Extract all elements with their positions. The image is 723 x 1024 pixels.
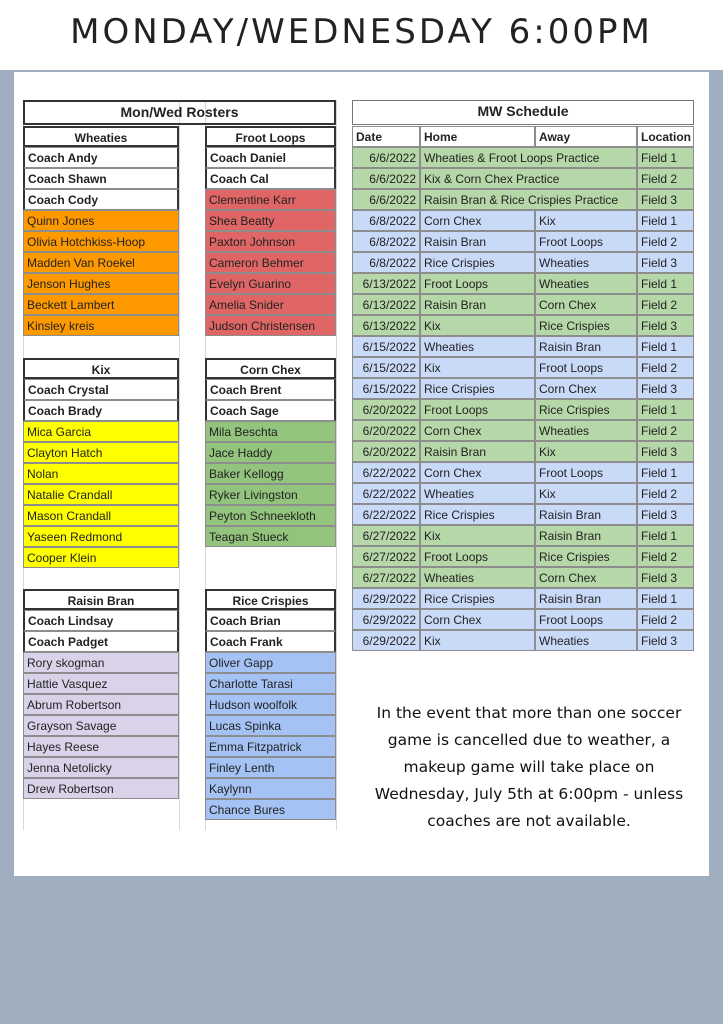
schedule-home: Wheaties [420,567,535,588]
player-name: Mila Beschta [205,421,336,442]
roster-title: Mon/Wed Rosters [23,100,336,125]
schedule-panel [14,72,709,876]
schedule-date: 6/8/2022 [352,210,420,231]
team-header: Wheaties [23,126,179,147]
player-name: Abrum Robertson [23,694,179,715]
player-name: Clayton Hatch [23,442,179,463]
schedule-home: Raisin Bran & Rice Crispies Practice [420,189,637,210]
schedule-date: 6/6/2022 [352,147,420,168]
player-name: Mica Garcia [23,421,179,442]
schedule-away: Wheaties [535,420,637,441]
schedule-away: Raisin Bran [535,504,637,525]
player-name: Chance Bures [205,799,336,820]
schedule-home: Rice Crispies [420,378,535,399]
schedule-location: Field 3 [637,378,694,399]
schedule-location: Field 3 [637,567,694,588]
schedule-date: 6/20/2022 [352,420,420,441]
schedule-date: 6/8/2022 [352,252,420,273]
player-name: Amelia Snider [205,294,336,315]
schedule-home: Froot Loops [420,273,535,294]
schedule-away: Wheaties [535,630,637,651]
schedule-location: Field 2 [637,231,694,252]
schedule-date: 6/8/2022 [352,231,420,252]
player-name: Yaseen Redmond [23,526,179,547]
schedule-away: Wheaties [535,273,637,294]
schedule-away: Raisin Bran [535,588,637,609]
coach-name: Coach Cal [205,168,336,189]
player-name: Rory skogman [23,652,179,673]
schedule-date: 6/27/2022 [352,525,420,546]
schedule-home: Raisin Bran [420,441,535,462]
schedule-away: Corn Chex [535,567,637,588]
team-header: Raisin Bran [23,589,179,610]
schedule-date: 6/20/2022 [352,399,420,420]
schedule-date: 6/15/2022 [352,378,420,399]
schedule-home: Wheaties & Froot Loops Practice [420,147,637,168]
schedule-date: 6/27/2022 [352,546,420,567]
player-name: Kinsley kreis [23,315,179,336]
schedule-home: Kix [420,630,535,651]
player-name: Peyton Schneekloth [205,505,336,526]
schedule-location: Field 3 [637,315,694,336]
schedule-date: 6/22/2022 [352,483,420,504]
player-name: Beckett Lambert [23,294,179,315]
schedule-location: Field 1 [637,336,694,357]
player-name: Natalie Crandall [23,484,179,505]
schedule-away: Froot Loops [535,231,637,252]
schedule-date: 6/15/2022 [352,336,420,357]
schedule-home: Kix & Corn Chex Practice [420,168,637,189]
player-name: Hattie Vasquez [23,673,179,694]
schedule-away: Corn Chex [535,378,637,399]
schedule-date: 6/20/2022 [352,441,420,462]
coach-name: Coach Crystal [23,379,179,400]
schedule-date: 6/13/2022 [352,315,420,336]
coach-name: Coach Padget [23,631,179,652]
schedule-location: Field 2 [637,609,694,630]
schedule-home: Kix [420,357,535,378]
schedule-home: Corn Chex [420,210,535,231]
player-name: Jenson Hughes [23,273,179,294]
schedule-column-header: Home [420,126,535,147]
player-name: Hudson woolfolk [205,694,336,715]
player-name: Clementine Karr [205,189,336,210]
schedule-home: Rice Crispies [420,588,535,609]
schedule-away: Raisin Bran [535,525,637,546]
player-name: Teagan Stueck [205,526,336,547]
schedule-away: Raisin Bran [535,336,637,357]
schedule-location: Field 2 [637,357,694,378]
schedule-home: Corn Chex [420,420,535,441]
schedule-away: Froot Loops [535,357,637,378]
page-title: MONDAY/WEDNESDAY 6:00PM [70,12,653,52]
schedule-date: 6/6/2022 [352,168,420,189]
schedule-column-header: Date [352,126,420,147]
schedule-home: Raisin Bran [420,294,535,315]
schedule-date: 6/29/2022 [352,609,420,630]
player-name: Paxton Johnson [205,231,336,252]
schedule-location: Field 1 [637,588,694,609]
schedule-date: 6/6/2022 [352,189,420,210]
player-name: Judson Christensen [205,315,336,336]
schedule-date: 6/15/2022 [352,357,420,378]
schedule-date: 6/29/2022 [352,630,420,651]
schedule-away: Froot Loops [535,609,637,630]
player-name: Lucas Spinka [205,715,336,736]
player-name: Kaylynn [205,778,336,799]
schedule-date: 6/29/2022 [352,588,420,609]
schedule-away: Rice Crispies [535,546,637,567]
schedule-home: Wheaties [420,483,535,504]
player-name: Quinn Jones [23,210,179,231]
player-name: Emma Fitzpatrick [205,736,336,757]
coach-name: Coach Shawn [23,168,179,189]
player-name: Evelyn Guarino [205,273,336,294]
schedule-location: Field 1 [637,147,694,168]
schedule-home: Rice Crispies [420,252,535,273]
schedule-location: Field 2 [637,294,694,315]
schedule-away: Corn Chex [535,294,637,315]
player-name: Drew Robertson [23,778,179,799]
schedule-location: Field 3 [637,441,694,462]
coach-name: Coach Frank [205,631,336,652]
schedule-away: Wheaties [535,252,637,273]
schedule-home: Kix [420,315,535,336]
player-name: Nolan [23,463,179,484]
coach-name: Coach Andy [23,147,179,168]
player-name: Ryker Livingston [205,484,336,505]
schedule-location: Field 1 [637,525,694,546]
player-name: Shea Beatty [205,210,336,231]
schedule-date: 6/13/2022 [352,273,420,294]
player-name: Hayes Reese [23,736,179,757]
schedule-away: Kix [535,210,637,231]
player-name: Charlotte Tarasi [205,673,336,694]
coach-name: Coach Cody [23,189,179,210]
player-name: Grayson Savage [23,715,179,736]
player-name: Finley Lenth [205,757,336,778]
schedule-date: 6/13/2022 [352,294,420,315]
player-name: Mason Crandall [23,505,179,526]
schedule-location: Field 1 [637,273,694,294]
schedule-location: Field 3 [637,189,694,210]
player-name: Madden Van Roekel [23,252,179,273]
player-name: Baker Kellogg [205,463,336,484]
team-header: Kix [23,358,179,379]
schedule-location: Field 2 [637,546,694,567]
player-name: Oliver Gapp [205,652,336,673]
grid-line [336,100,337,830]
player-name: Cooper Klein [23,547,179,568]
coach-name: Coach Lindsay [23,610,179,631]
schedule-away: Kix [535,483,637,504]
team-header: Froot Loops [205,126,336,147]
schedule-home: Corn Chex [420,609,535,630]
schedule-away: Froot Loops [535,462,637,483]
schedule-away: Rice Crispies [535,399,637,420]
schedule-location: Field 1 [637,210,694,231]
schedule-home: Rice Crispies [420,504,535,525]
player-name: Cameron Behmer [205,252,336,273]
page-header [0,0,723,70]
coach-name: Coach Sage [205,400,336,421]
schedule-away: Rice Crispies [535,315,637,336]
schedule-home: Corn Chex [420,462,535,483]
schedule-home: Raisin Bran [420,231,535,252]
schedule-date: 6/22/2022 [352,504,420,525]
schedule-location: Field 3 [637,504,694,525]
grid-line [179,100,180,830]
schedule-home: Wheaties [420,336,535,357]
player-name: Jace Haddy [205,442,336,463]
schedule-home: Froot Loops [420,399,535,420]
coach-name: Coach Brady [23,400,179,421]
schedule-home: Kix [420,525,535,546]
schedule-column-header: Away [535,126,637,147]
coach-name: Coach Brent [205,379,336,400]
player-name: Jenna Netolicky [23,757,179,778]
team-header: Corn Chex [205,358,336,379]
schedule-date: 6/22/2022 [352,462,420,483]
team-header: Rice Crispies [205,589,336,610]
schedule-column-header: Location [637,126,694,147]
schedule-location: Field 2 [637,420,694,441]
schedule-location: Field 2 [637,483,694,504]
schedule-location: Field 1 [637,399,694,420]
schedule-home: Froot Loops [420,546,535,567]
schedule-date: 6/27/2022 [352,567,420,588]
schedule-location: Field 1 [637,462,694,483]
schedule-location: Field 3 [637,252,694,273]
schedule-location: Field 3 [637,630,694,651]
schedule-away: Kix [535,441,637,462]
coach-name: Coach Daniel [205,147,336,168]
weather-note: In the event that more than one soccer game is cancelled due to weather, a makeup game will take place on Wednesday, July 5th at 6:00pm - unless coaches are not available. [374,704,684,830]
schedule-location: Field 2 [637,168,694,189]
coach-name: Coach Brian [205,610,336,631]
schedule-title: MW Schedule [352,100,694,125]
player-name: Olivia Hotchkiss-Hoop [23,231,179,252]
